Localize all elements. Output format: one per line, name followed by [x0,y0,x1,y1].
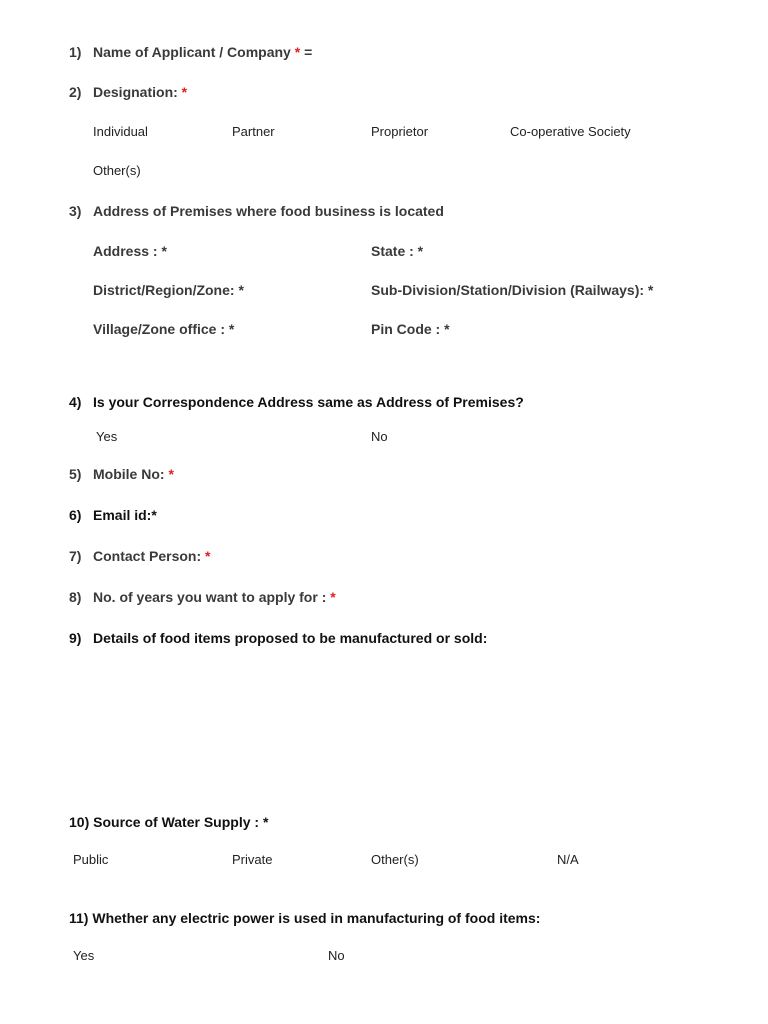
question-label: Source of Water Supply : * [93,814,269,830]
address-field-label: Address : * [93,243,167,259]
question-label: Contact Person: [93,548,202,564]
question-8 [69,588,336,606]
question-label: Email id:* [93,507,157,523]
required-asterisk: * [330,589,336,605]
electric-power-option-no[interactable]: No [328,948,345,963]
subdivision-field-label: Sub-Division/Station/Division (Railways): * [371,282,654,298]
designation-option-individual[interactable]: Individual [93,124,148,139]
question-1 [69,43,312,61]
question-label: Name of Applicant / Company [93,44,291,60]
question-number: 4) [69,394,82,410]
question-7 [69,547,210,565]
water-option-private[interactable]: Private [232,852,273,867]
question-number: 11) [69,910,89,926]
question-11 [69,909,540,927]
question-2 [69,83,187,101]
designation-option-cooperative[interactable]: Co-operative Society [510,124,631,139]
question-label: Whether any electric power is used in manufacturing of food items: [92,910,541,926]
question-number: 2) [69,84,82,100]
required-asterisk: * [294,44,301,60]
required-asterisk: * [181,84,188,100]
equals-sign: = [304,44,313,60]
question-number: 5) [69,466,82,482]
question-label: Is your Correspondence Address same as Address of Premises? [93,394,524,410]
required-asterisk: * [205,548,211,564]
question-number: 9) [69,630,82,646]
correspondence-option-no[interactable]: No [371,429,388,444]
question-5 [69,465,174,483]
required-asterisk: * [168,466,174,482]
water-option-na[interactable]: N/A [557,852,579,867]
question-number: 6) [69,507,82,523]
question-9 [69,629,487,647]
pincode-field-label: Pin Code : * [371,321,450,337]
water-option-others[interactable]: Other(s) [371,852,419,867]
district-field-label: District/Region/Zone: * [93,282,244,298]
village-field-label: Village/Zone office : * [93,321,235,337]
state-field-label: State : * [371,243,424,259]
question-label: Address of Premises where food business is located [93,203,444,219]
question-number: 7) [69,548,82,564]
designation-option-others[interactable]: Other(s) [93,163,141,178]
question-label: No. of years you want to apply for : [93,589,327,605]
question-number: 3) [69,203,82,219]
question-3 [69,202,444,220]
designation-option-partner[interactable]: Partner [232,124,275,139]
question-number: 8) [69,589,82,605]
question-number: 10) [69,814,90,830]
question-number: 1) [69,44,82,60]
question-label: Designation: [93,84,178,100]
correspondence-option-yes[interactable]: Yes [96,429,118,444]
question-label: Details of food items proposed to be manufactured or sold: [93,630,488,646]
water-option-public[interactable]: Public [73,852,109,867]
electric-power-option-yes[interactable]: Yes [73,948,95,963]
question-6 [69,506,157,524]
question-4 [69,393,524,411]
question-10 [69,813,268,831]
question-label: Mobile No: [93,466,165,482]
designation-option-proprietor[interactable]: Proprietor [371,124,429,139]
